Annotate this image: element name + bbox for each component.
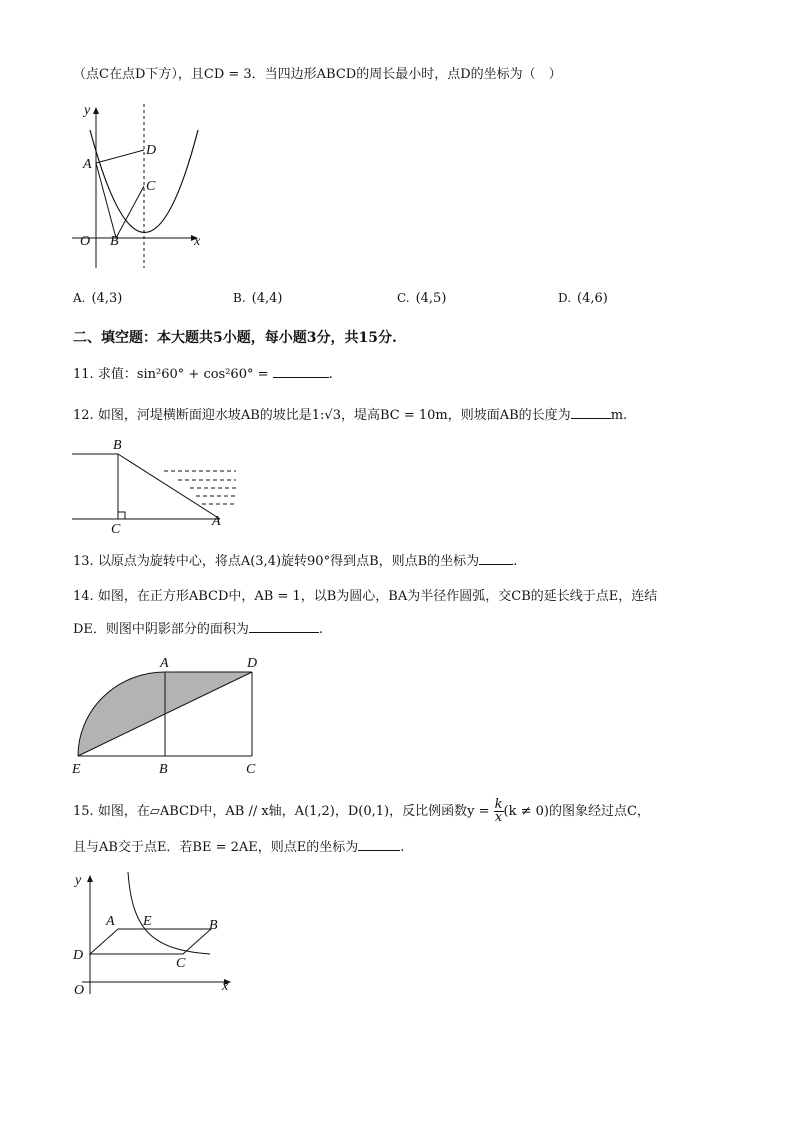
q12-answer-blank[interactable] bbox=[571, 406, 611, 419]
q10-option-c[interactable] bbox=[397, 291, 446, 306]
q15-number: 15. bbox=[73, 804, 94, 819]
q14-line2 bbox=[73, 620, 323, 639]
q13-text: 以原点为旋转中心，将点A(3,4)旋转90°得到点B，则点B的坐标为 bbox=[97, 554, 480, 569]
q12-number: 12. bbox=[73, 408, 94, 423]
q12-right-angle-icon bbox=[118, 512, 125, 519]
q14-label-e: E bbox=[72, 762, 81, 777]
q14-text2: DE．则图中阴影部分的面积为 bbox=[73, 622, 249, 637]
q12-figure bbox=[72, 436, 242, 536]
q11-number: 11. bbox=[73, 367, 94, 382]
q10-option-a-value: (4,3) bbox=[91, 291, 123, 306]
q14-answer-blank[interactable] bbox=[249, 620, 319, 633]
q15-answer-blank[interactable] bbox=[358, 838, 400, 851]
q13-number: 13. bbox=[73, 554, 94, 569]
q10-option-b-label: B. bbox=[233, 291, 246, 305]
q15-label-e: E bbox=[143, 914, 152, 929]
q10-option-c-value: (4,5) bbox=[415, 291, 447, 306]
q15-fraction bbox=[494, 799, 504, 824]
q10-y-arrow-icon bbox=[93, 107, 99, 114]
q15-parallelogram bbox=[90, 929, 211, 954]
q10-option-b-value: (4,4) bbox=[251, 291, 283, 306]
q10-figure bbox=[70, 100, 210, 270]
q10-option-a[interactable] bbox=[73, 291, 122, 306]
q15-label-a: A bbox=[106, 914, 115, 929]
q10-label-c: C bbox=[146, 179, 156, 194]
q10-label-o: O bbox=[80, 234, 91, 249]
q11-end: . bbox=[328, 367, 333, 382]
q14-text1: 如图，在正方形ABCD中，AB = 1，以B为圆心，BA为半径作圆弧，交CB的延长线于点E，连结 bbox=[97, 589, 658, 604]
q12-text: 如图，河堤横断面迎水坡AB的坡比是1:√3，堤高BC = 10m，则坡面AB的长度为 bbox=[97, 408, 571, 423]
q10-option-d[interactable] bbox=[558, 291, 608, 306]
q14-label-d: D bbox=[247, 656, 258, 671]
q13 bbox=[73, 552, 517, 571]
q10-parabola bbox=[90, 130, 198, 233]
q12-label-b: B bbox=[113, 438, 122, 453]
q14-label-c: C bbox=[246, 762, 256, 777]
q15-label-c: C bbox=[176, 956, 186, 971]
q15-figure bbox=[70, 870, 240, 1000]
q10-segment-ad bbox=[96, 150, 144, 163]
q10-option-d-value: (4,6) bbox=[577, 291, 608, 306]
q10-label-a: A bbox=[83, 157, 92, 172]
q15-text1a: 如图，在▱ABCD中，AB // x轴，A(1,2)，D(0,1)，反比例函数y = bbox=[97, 804, 490, 819]
q10-option-a-label: A. bbox=[73, 291, 86, 305]
q11-answer-blank[interactable] bbox=[273, 365, 329, 378]
q15-y-arrow-icon bbox=[87, 875, 93, 882]
q15-line2 bbox=[73, 838, 404, 857]
q15-label-d: D bbox=[73, 948, 84, 963]
q14-end: . bbox=[318, 622, 324, 637]
q12-label-a: A bbox=[212, 514, 221, 529]
q10-segment-ab bbox=[96, 163, 116, 238]
q14-number: 14. bbox=[73, 589, 94, 604]
q14-line1 bbox=[73, 588, 657, 606]
q10-option-b[interactable] bbox=[233, 291, 282, 306]
q10-option-c-label: C. bbox=[397, 291, 410, 305]
q10-label-b: B bbox=[110, 234, 119, 249]
q12-slope-ab bbox=[118, 454, 220, 519]
q15-label-b: B bbox=[209, 918, 218, 933]
q10-option-d-label: D. bbox=[558, 291, 572, 305]
q12 bbox=[73, 406, 627, 425]
q15-label-o: O bbox=[74, 983, 85, 998]
q15-hyperbola bbox=[128, 872, 210, 954]
q10-label-x: x bbox=[194, 234, 201, 249]
q15-text2: 且与AB交于点E．若BE = 2AE，则点E的坐标为 bbox=[73, 840, 359, 855]
q10-label-y: y bbox=[84, 103, 91, 118]
q10-text-line: （点C在点D下方），且CD = 3．当四边形ABCD的周长最小时，点D的坐标为（ ） bbox=[73, 67, 562, 82]
q14-label-b: B bbox=[159, 762, 168, 777]
q15-label-x: x bbox=[222, 979, 229, 994]
q15-frac-num: k bbox=[494, 797, 503, 812]
q15-frac-den: x bbox=[494, 810, 503, 825]
q14-label-a: A bbox=[160, 656, 169, 671]
q11 bbox=[73, 365, 333, 384]
q13-end: . bbox=[513, 554, 518, 569]
q15-line1 bbox=[73, 799, 650, 825]
q13-answer-blank[interactable] bbox=[479, 552, 513, 565]
q15-end: . bbox=[400, 840, 405, 855]
q12-end: m. bbox=[610, 408, 628, 423]
q15-text1b: (k ≠ 0)的图象经过点C， bbox=[503, 804, 650, 819]
section-heading: 二、填空题：本大题共5小题，每小题3分，共15分. bbox=[73, 330, 397, 346]
q14-figure bbox=[70, 652, 270, 782]
q10-label-d: D bbox=[146, 143, 157, 158]
q11-text: 求值：sin²60° + cos²60° = bbox=[97, 367, 273, 382]
q15-label-y: y bbox=[75, 873, 82, 888]
q12-label-c: C bbox=[111, 522, 121, 537]
